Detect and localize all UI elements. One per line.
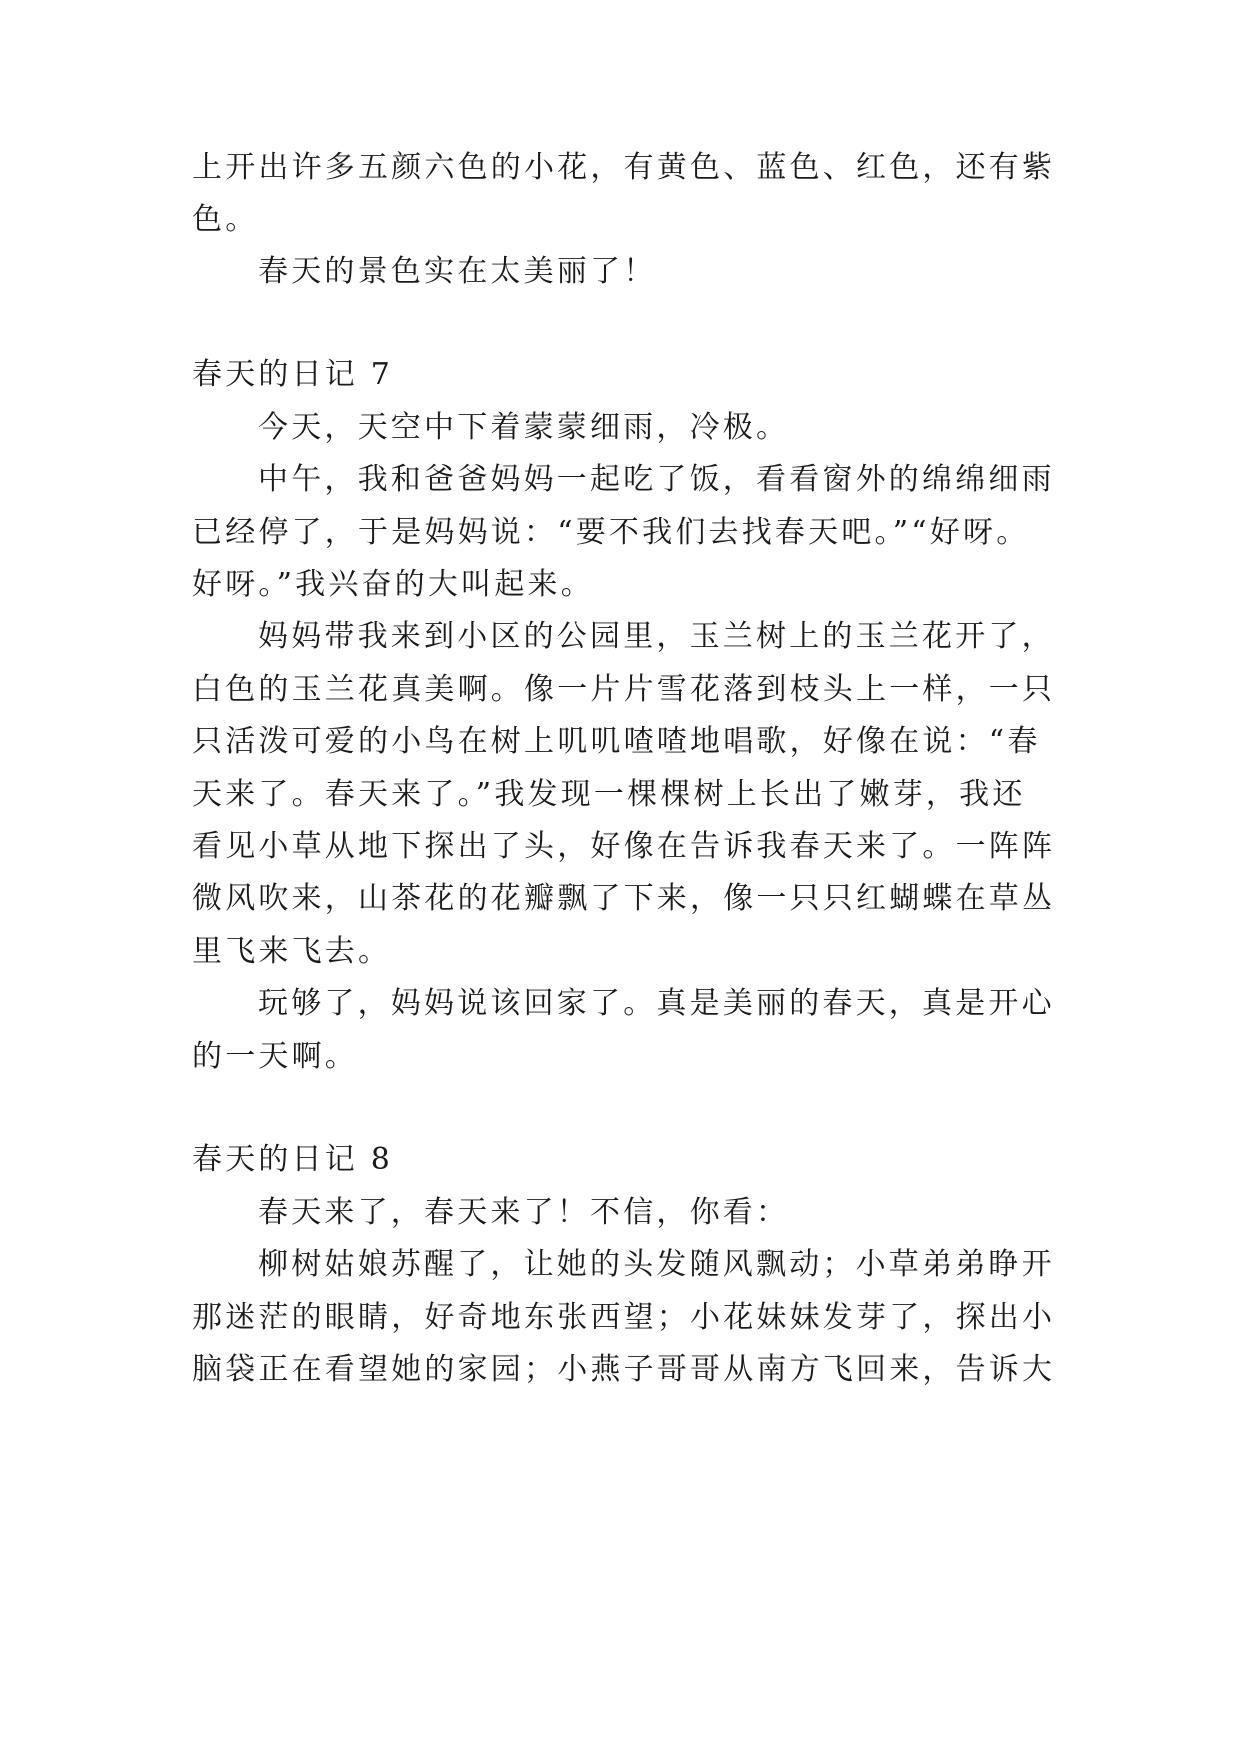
- entry7-line-11: 里飞来飞去。: [192, 934, 392, 969]
- entry7-line-12: 玩够了，妈妈说该回家了。真是美丽的春天，真是开心: [258, 986, 1055, 1021]
- entry7-line-9: 看见小草从地下探出了头，好像在告诉我春天来了。一阵阵: [192, 829, 1056, 864]
- intro-line-2: 色。: [192, 202, 259, 237]
- entry7-line-8: 天来了。春天来了。”我发现一棵棵树上长出了嫩芽，我还: [192, 777, 1026, 812]
- entry7-line-10: 微风吹来，山茶花的花瓣飘了下来，像一只只红蝴蝶在草丛: [192, 881, 1056, 916]
- entry7-line-5: 妈妈带我来到小区的公园里，玉兰树上的玉兰花开了，: [258, 619, 1055, 654]
- entry7-line-6: 白色的玉兰花真美啊。像一片片雪花落到枝头上一样，一只: [192, 672, 1056, 707]
- intro-line-1: 上开出许多五颜六色的小花，有黄色、蓝色、红色，还有紫: [192, 150, 1056, 185]
- entry7-title: 春天的日记 7: [192, 357, 394, 392]
- intro-line-3: 春天的景色实在太美丽了！: [258, 254, 657, 289]
- entry7-line-7: 只活泼可爱的小鸟在树上叽叽喳喳地唱歌，好像在说：“春: [192, 724, 1041, 759]
- entry7-line-2: 中午，我和爸爸妈妈一起吃了饭，看看窗外的绵绵细雨: [258, 462, 1055, 497]
- entry8-line-3: 那迷茫的眼睛，好奇地东张西望；小花妹妹发芽了，探出小: [192, 1300, 1056, 1335]
- entry8-line-2: 柳树姑娘苏醒了，让她的头发随风飘动；小草弟弟睁开: [258, 1247, 1055, 1282]
- entry7-line-3: 已经停了，于是妈妈说：“要不我们去找春天吧。”“好呀。: [192, 515, 1030, 550]
- entry8-title: 春天的日记 8: [192, 1142, 394, 1177]
- entry7-line-13: 的一天啊。: [192, 1039, 358, 1074]
- entry8-line-1: 春天来了，春天来了！不信，你看：: [258, 1195, 790, 1230]
- entry8-line-4: 脑袋正在看望她的家园；小燕子哥哥从南方飞回来，告诉大: [192, 1352, 1056, 1387]
- entry7-line-4: 好呀。”我兴奋的大叫起来。: [192, 567, 594, 602]
- entry7-line-1: 今天，天空中下着蒙蒙细雨，冷极。: [258, 410, 790, 445]
